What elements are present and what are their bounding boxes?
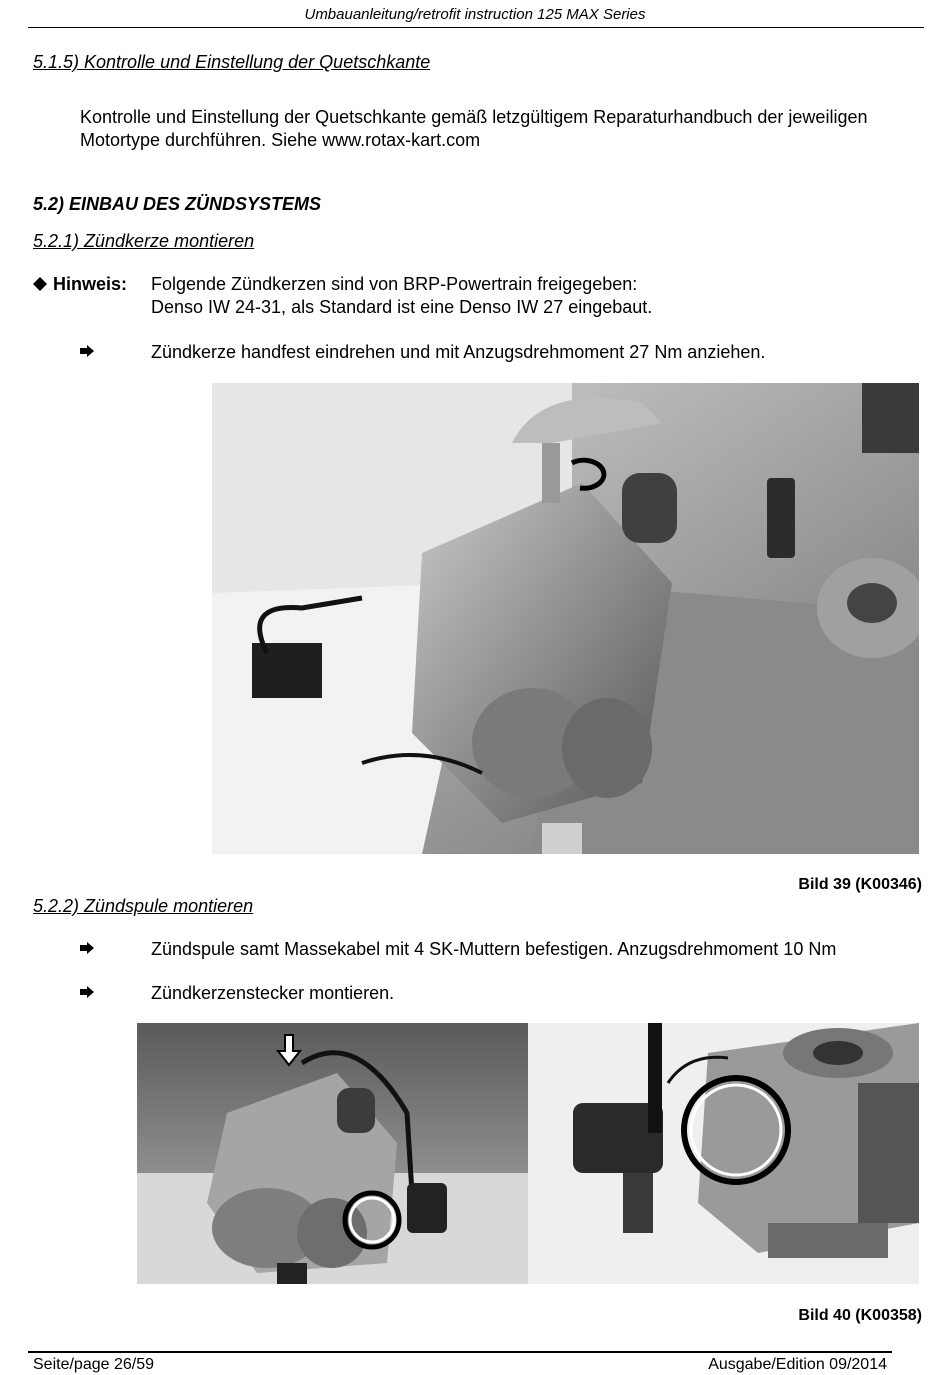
section-heading-5-1-5: 5.1.5) Kontrolle und Einstellung der Quetschkante — [33, 52, 431, 72]
figure-caption-39: Bild 39 (K00346) — [798, 876, 922, 893]
arrow-right-icon — [80, 345, 94, 357]
note-line-2: Denso IW 24-31, als Standard ist eine Denso IW 27 eingebaut. — [151, 297, 653, 317]
section-heading-5-2: 5.2) EINBAU DES ZÜNDSYSTEMS — [33, 194, 322, 214]
diamond-icon — [33, 277, 47, 291]
header-divider — [28, 27, 924, 28]
paragraph-line-2: Motortype durchführen. Siehe www.rotax-kart.com — [80, 130, 481, 150]
step-mount-spark-plug-connector: Zündkerzenstecker montieren. — [151, 983, 395, 1003]
arrow-right-icon — [80, 942, 94, 954]
footer-divider — [28, 1351, 892, 1353]
header-title: Umbauanleitung/retrofit instruction 125 MAX Series — [304, 6, 646, 23]
footer-edition: Ausgabe/Edition 09/2014 — [708, 1356, 887, 1373]
paragraph-line-1: Kontrolle und Einstellung der Quetschkante gemäß letzgültigem Reparaturhandbuch der jeweiligen — [80, 107, 868, 127]
photo-ignition-coil-detail — [528, 1023, 919, 1284]
photo-spark-plug-installation — [212, 383, 919, 854]
section-heading-5-2-2: 5.2.2) Zündspule montieren — [33, 896, 254, 916]
footer-page-number: Seite/page 26/59 — [33, 1356, 154, 1373]
step-torque-spark-plug: Zündkerze handfest eindrehen und mit Anzugsdrehmoment 27 Nm anziehen. — [151, 342, 766, 362]
photo-ignition-coil-overview — [137, 1023, 528, 1284]
note-label: Hinweis: — [53, 274, 128, 294]
figure-caption-40: Bild 40 (K00358) — [798, 1307, 922, 1324]
step-mount-ignition-coil: Zündspule samt Massekabel mit 4 SK-Muttern befestigen. Anzugsdrehmoment 10 Nm — [151, 939, 837, 959]
note-line-1: Folgende Zündkerzen sind von BRP-Powertrain freigegeben: — [151, 274, 638, 294]
section-heading-5-2-1: 5.2.1) Zündkerze montieren — [33, 231, 255, 251]
arrow-right-icon — [80, 986, 94, 998]
